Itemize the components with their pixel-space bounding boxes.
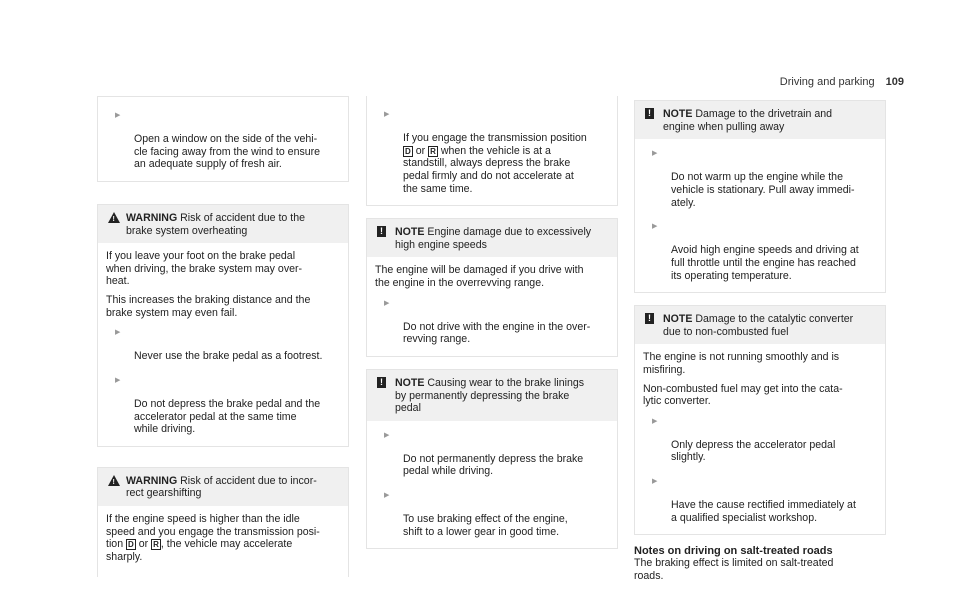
- warning-triangle-icon: [108, 212, 120, 223]
- arrow-icon: ▶: [384, 111, 390, 118]
- section-title: Driving and parking: [779, 76, 875, 88]
- note-text: The engine is not running smoothly and is misfiring.: [643, 351, 840, 376]
- arrow-icon: ▶: [115, 376, 121, 384]
- column-1: [97, 96, 349, 589]
- arrow-icon: ▶: [384, 299, 390, 307]
- note-box-engine-speeds: [366, 218, 618, 357]
- page-number: 109: [885, 76, 904, 88]
- note-box-brake-linings: [366, 369, 618, 550]
- instruction-step: ▶ Only depress the accelerator pedal slightly.: [652, 417, 836, 464]
- instruction-step: ▶ Do not warm up the engine while the vehicle is stationary. Pull away immedi- ately.: [652, 150, 855, 209]
- warning-box-gearshifting: [97, 467, 349, 578]
- arrow-icon: ▶: [384, 431, 390, 439]
- instruction-step: ▶ Do not permanently depress the brake pedal while driving.: [384, 431, 584, 478]
- instruction-step: ▶ Open a window on the side of the vehi- cle facing away from the wind to ensure an adequate supply of fresh air.: [115, 112, 321, 171]
- warning-header: ! WARNING Risk of accident due to the brake system overheating: [98, 205, 348, 243]
- section-body: The braking effect is limited on salt-treated roads.: [634, 557, 834, 583]
- arrow-icon: ▶: [652, 150, 658, 158]
- warning-header: ! WARNING Risk of accident due to incor- rect gearshifting: [98, 468, 348, 506]
- note-box-catalytic-converter: [634, 305, 886, 535]
- instruction-box: [366, 96, 618, 206]
- warning-box-brake-overheating: [97, 204, 349, 447]
- note-header: ! NOTE Engine damage due to excessively high engine speeds: [367, 219, 617, 257]
- instruction-step: ▶ Have the cause rectified immediately at a qualified specialist workshop.: [652, 478, 856, 524]
- note-icon: !: [377, 377, 386, 388]
- warning-text: This increases the braking distance and the brake system may even fail.: [106, 293, 311, 319]
- instruction-step: ▶ Never use the brake pedal as a footrest.: [115, 329, 323, 363]
- warning-text: If you leave your foot on the brake pedal when driving, the brake system may over- heat.: [106, 250, 303, 288]
- instruction-box: [97, 96, 349, 182]
- note-icon: !: [645, 313, 654, 324]
- gear-d-symbol: D: [405, 146, 411, 156]
- instruction-step: ▶ Avoid high engine speeds and driving at full throttle until the engine has reached its operating temperature.: [652, 223, 859, 282]
- warning-text: If the engine speed is higher than the idle speed and you engage the transmission posi- tion D or R , the vehicle may accelerate sharply.: [106, 513, 320, 563]
- column-3: [634, 96, 886, 583]
- note-text: Non-combusted fuel may get into the cata- lytic converter.: [643, 382, 843, 408]
- column-2: [366, 96, 618, 561]
- instruction-step: ▶ If you engage the transmission position D or R when the vehicle is at a standstill, always depress the brake pedal firmly and do not accelerate at the same time.: [384, 111, 587, 195]
- arrow-icon: ▶: [652, 223, 658, 231]
- note-box-drivetrain: [634, 100, 886, 293]
- section-heading: Notes on driving on salt-treated roads: [634, 545, 833, 558]
- note-header: ! NOTE Damage to the catalytic converter due to non-combusted fuel: [635, 306, 885, 344]
- note-text: The engine will be damaged if you drive with the engine in the overrevving range.: [375, 264, 584, 289]
- arrow-icon: ▶: [115, 112, 121, 119]
- gear-d-symbol: D: [128, 540, 134, 550]
- instruction-step: ▶ Do not drive with the engine in the over- revving range.: [384, 299, 591, 346]
- instruction-step: ▶ Do not depress the brake pedal and the accelerator pedal at the same time while driving.: [115, 376, 321, 436]
- note-header: ! NOTE Damage to the drivetrain and engine when pulling away: [635, 101, 885, 139]
- warning-triangle-icon: [108, 475, 120, 486]
- arrow-icon: ▶: [652, 478, 658, 486]
- note-header: ! NOTE Causing wear to the brake linings by permanently depressing the brake pedal: [367, 370, 617, 421]
- page-header: [780, 76, 904, 88]
- arrow-icon: ▶: [384, 492, 390, 500]
- gear-r-symbol: R: [153, 540, 159, 550]
- arrow-icon: ▶: [652, 417, 658, 425]
- note-icon: !: [645, 108, 654, 119]
- arrow-icon: ▶: [115, 329, 121, 337]
- instruction-step: ▶ To use braking effect of the engine, shift to a lower gear in good time.: [384, 492, 568, 538]
- gear-r-symbol: R: [430, 146, 436, 156]
- note-icon: !: [377, 226, 386, 237]
